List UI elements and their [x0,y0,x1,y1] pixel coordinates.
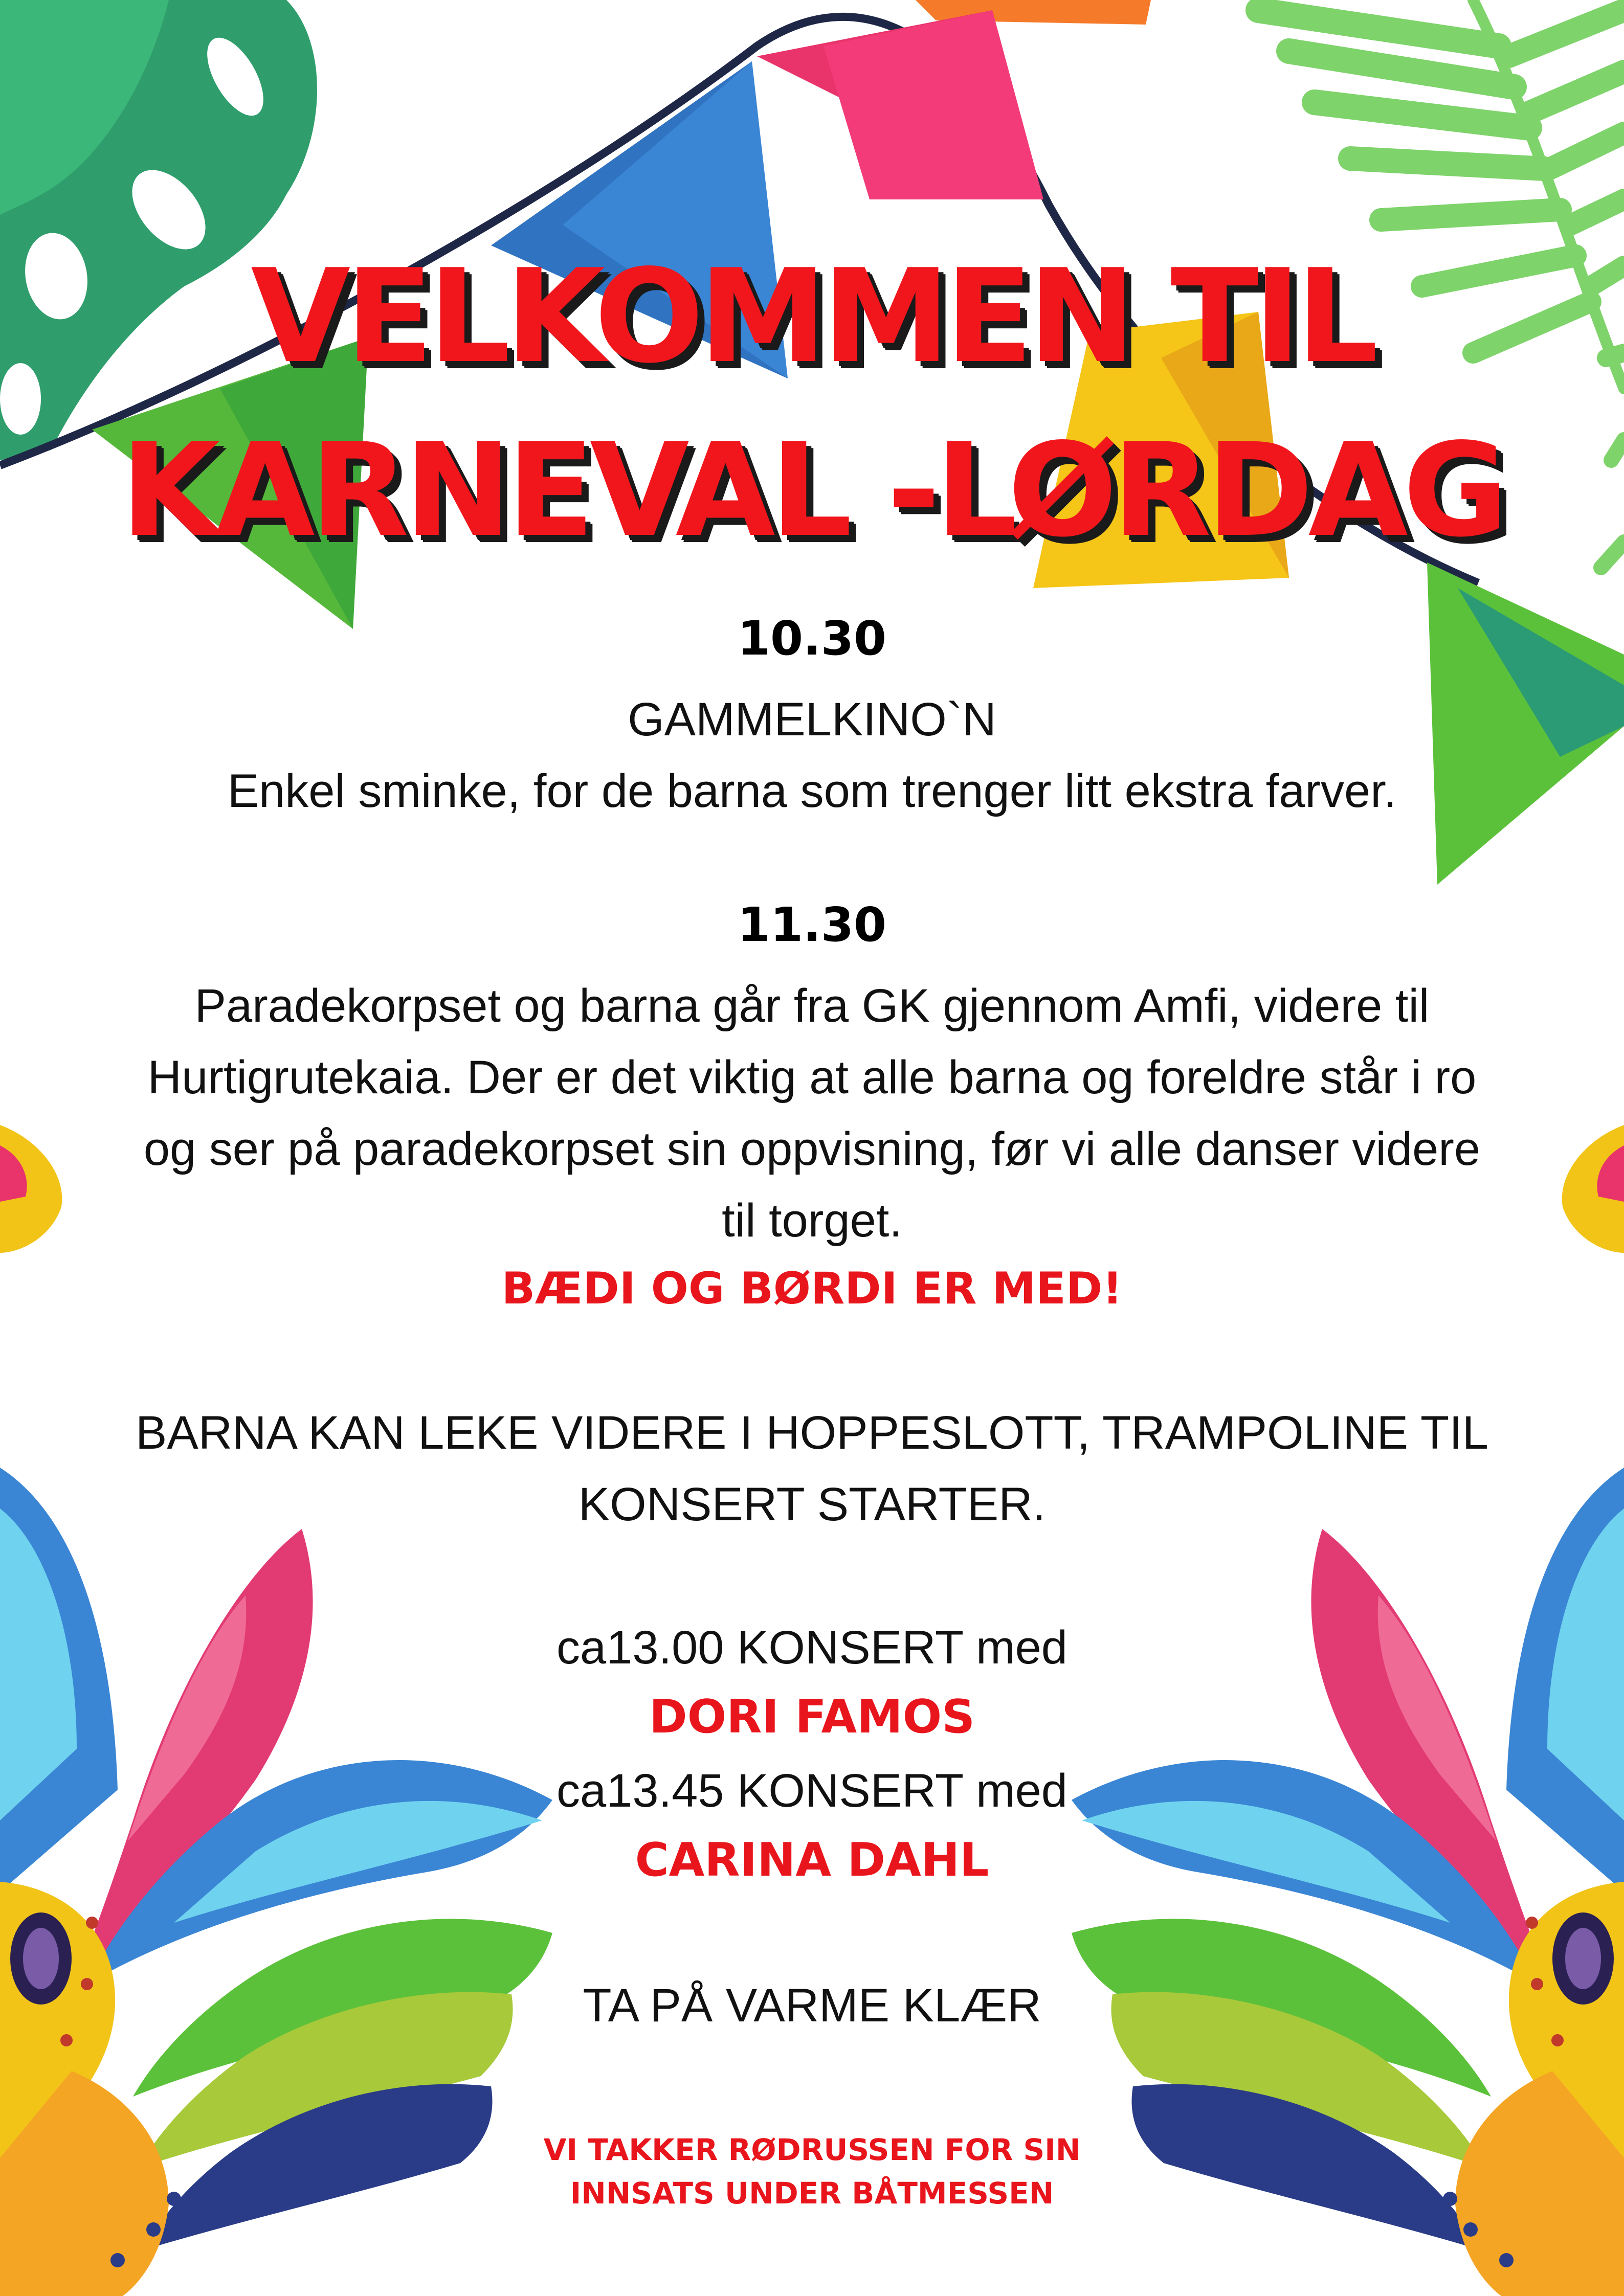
concert-2-time: ca13.45 KONSERT med [557,1765,1067,1817]
thanks-line-2: INNSATS UNDER BÅTMESSEN [570,2176,1054,2211]
time-1130: 11.30 [737,897,886,952]
parade-line-2: Hurtigrutekaia. Der er det viktig at alle barna og foreldre står i ro [147,1051,1477,1104]
title-line-2: KARNEVAL -LØRDAG [120,416,1504,566]
parade-line-1: Paradekorpset og barna går fra GK gjennom Amfi, videre til [194,980,1430,1032]
parade-line-3: og ser på paradekorpset sin oppvisning, før vi alle danser videre [143,1123,1481,1175]
warm-clothes-reminder: TA PÅ VARME KLÆR [583,1979,1041,2032]
concert-2-artist: CARINA DAHL [635,1833,989,1887]
play-line-1: BARNA KAN LEKE VIDERE I HOPPESLOTT, TRAMPOLINE TIL [136,1407,1488,1459]
location-text: GAMMELKINO`N [628,693,996,746]
thanks-line-1: VI TAKKER RØDRUSSEN FOR SIN [543,2132,1081,2167]
baedi-bordi-highlight: BÆDI OG BØRDI ER MED! [501,1263,1123,1314]
title-line-1: VELKOMMEN TIL [251,242,1373,392]
play-line-2: KONSERT STARTER. [578,1478,1046,1530]
concert-1-artist: DORI FAMOS [649,1690,975,1744]
parade-line-4: til torget. [722,1195,902,1247]
makeup-description: Enkel sminke, for de barna som trenger litt ekstra farver. [227,765,1397,817]
concert-1-time: ca13.00 KONSERT med [557,1622,1067,1674]
time-1030: 10.30 [737,611,886,666]
